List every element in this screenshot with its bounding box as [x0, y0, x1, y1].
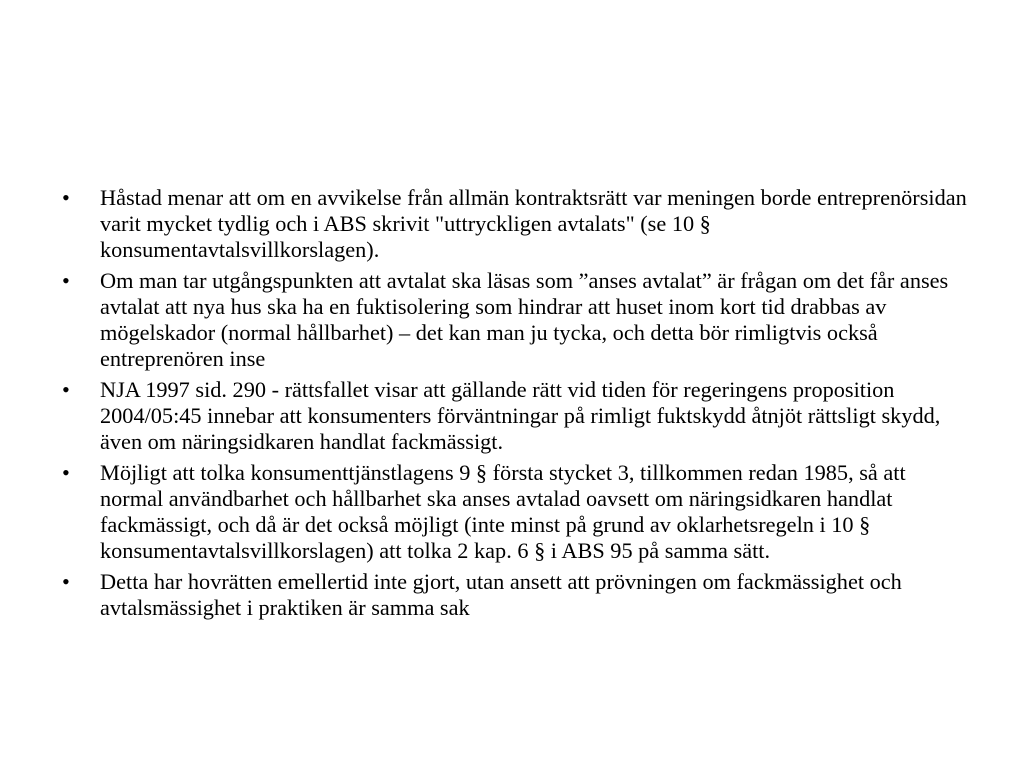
bullet-item — [62, 185, 972, 263]
bullet-item — [62, 569, 972, 621]
bullet-item — [62, 460, 972, 564]
bullet-icon: • — [62, 460, 70, 485]
bullet-icon: • — [62, 268, 70, 293]
bullet-list — [62, 185, 972, 626]
bullet-item — [62, 377, 972, 455]
bullet-text: NJA 1997 sid. 290 - rättsfallet visar att gällande rätt vid tiden för regeringens proposition 2004/05:45 innebar att konsumenters förväntningar på rimligt fuktskydd åtnjöt rättsligt skydd, även om näringsidkaren handlat fackmässigt. — [100, 377, 941, 454]
bullet-text: Om man tar utgångspunkten att avtalat ska läsas som ”anses avtalat” är frågan om det får anses avtalat att nya hus ska ha en fuktisolering som hindrar att huset inom kort tid drabbas av mögelskador (normal hållbarhet) – det kan man ju tycka, och detta bör rimligtvis också entreprenören inse — [100, 268, 949, 371]
bullet-text: Detta har hovrätten emellertid inte gjort, utan ansett att prövningen om fackmässighet och avtalsmässighet i praktiken är samma sak — [100, 569, 902, 620]
bullet-icon: • — [62, 185, 70, 210]
bullet-item — [62, 268, 972, 372]
bullet-icon: • — [62, 569, 70, 594]
bullet-text: Möjligt att tolka konsumenttjänstlagens 9 § första stycket 3, tillkommen redan 1985, så att normal användbarhet och hållbarhet ska anses avtalad oavsett om näringsidkaren handlat fackmässigt, och då är det också möjligt (inte minst på grund av oklarhetsregeln i 10 § konsumentavtalsvillkorslagen) att tolka 2 kap. 6 § i ABS 95 på samma sätt. — [100, 460, 906, 563]
bullet-text: Håstad menar att om en avvikelse från allmän kontraktsrätt var meningen borde entreprenörsidan varit mycket tydlig och i ABS skrivit "uttryckligen avtalats" (se 10 § konsumentavtalsvillkorslagen). — [100, 185, 967, 262]
bullet-icon: • — [62, 377, 70, 402]
